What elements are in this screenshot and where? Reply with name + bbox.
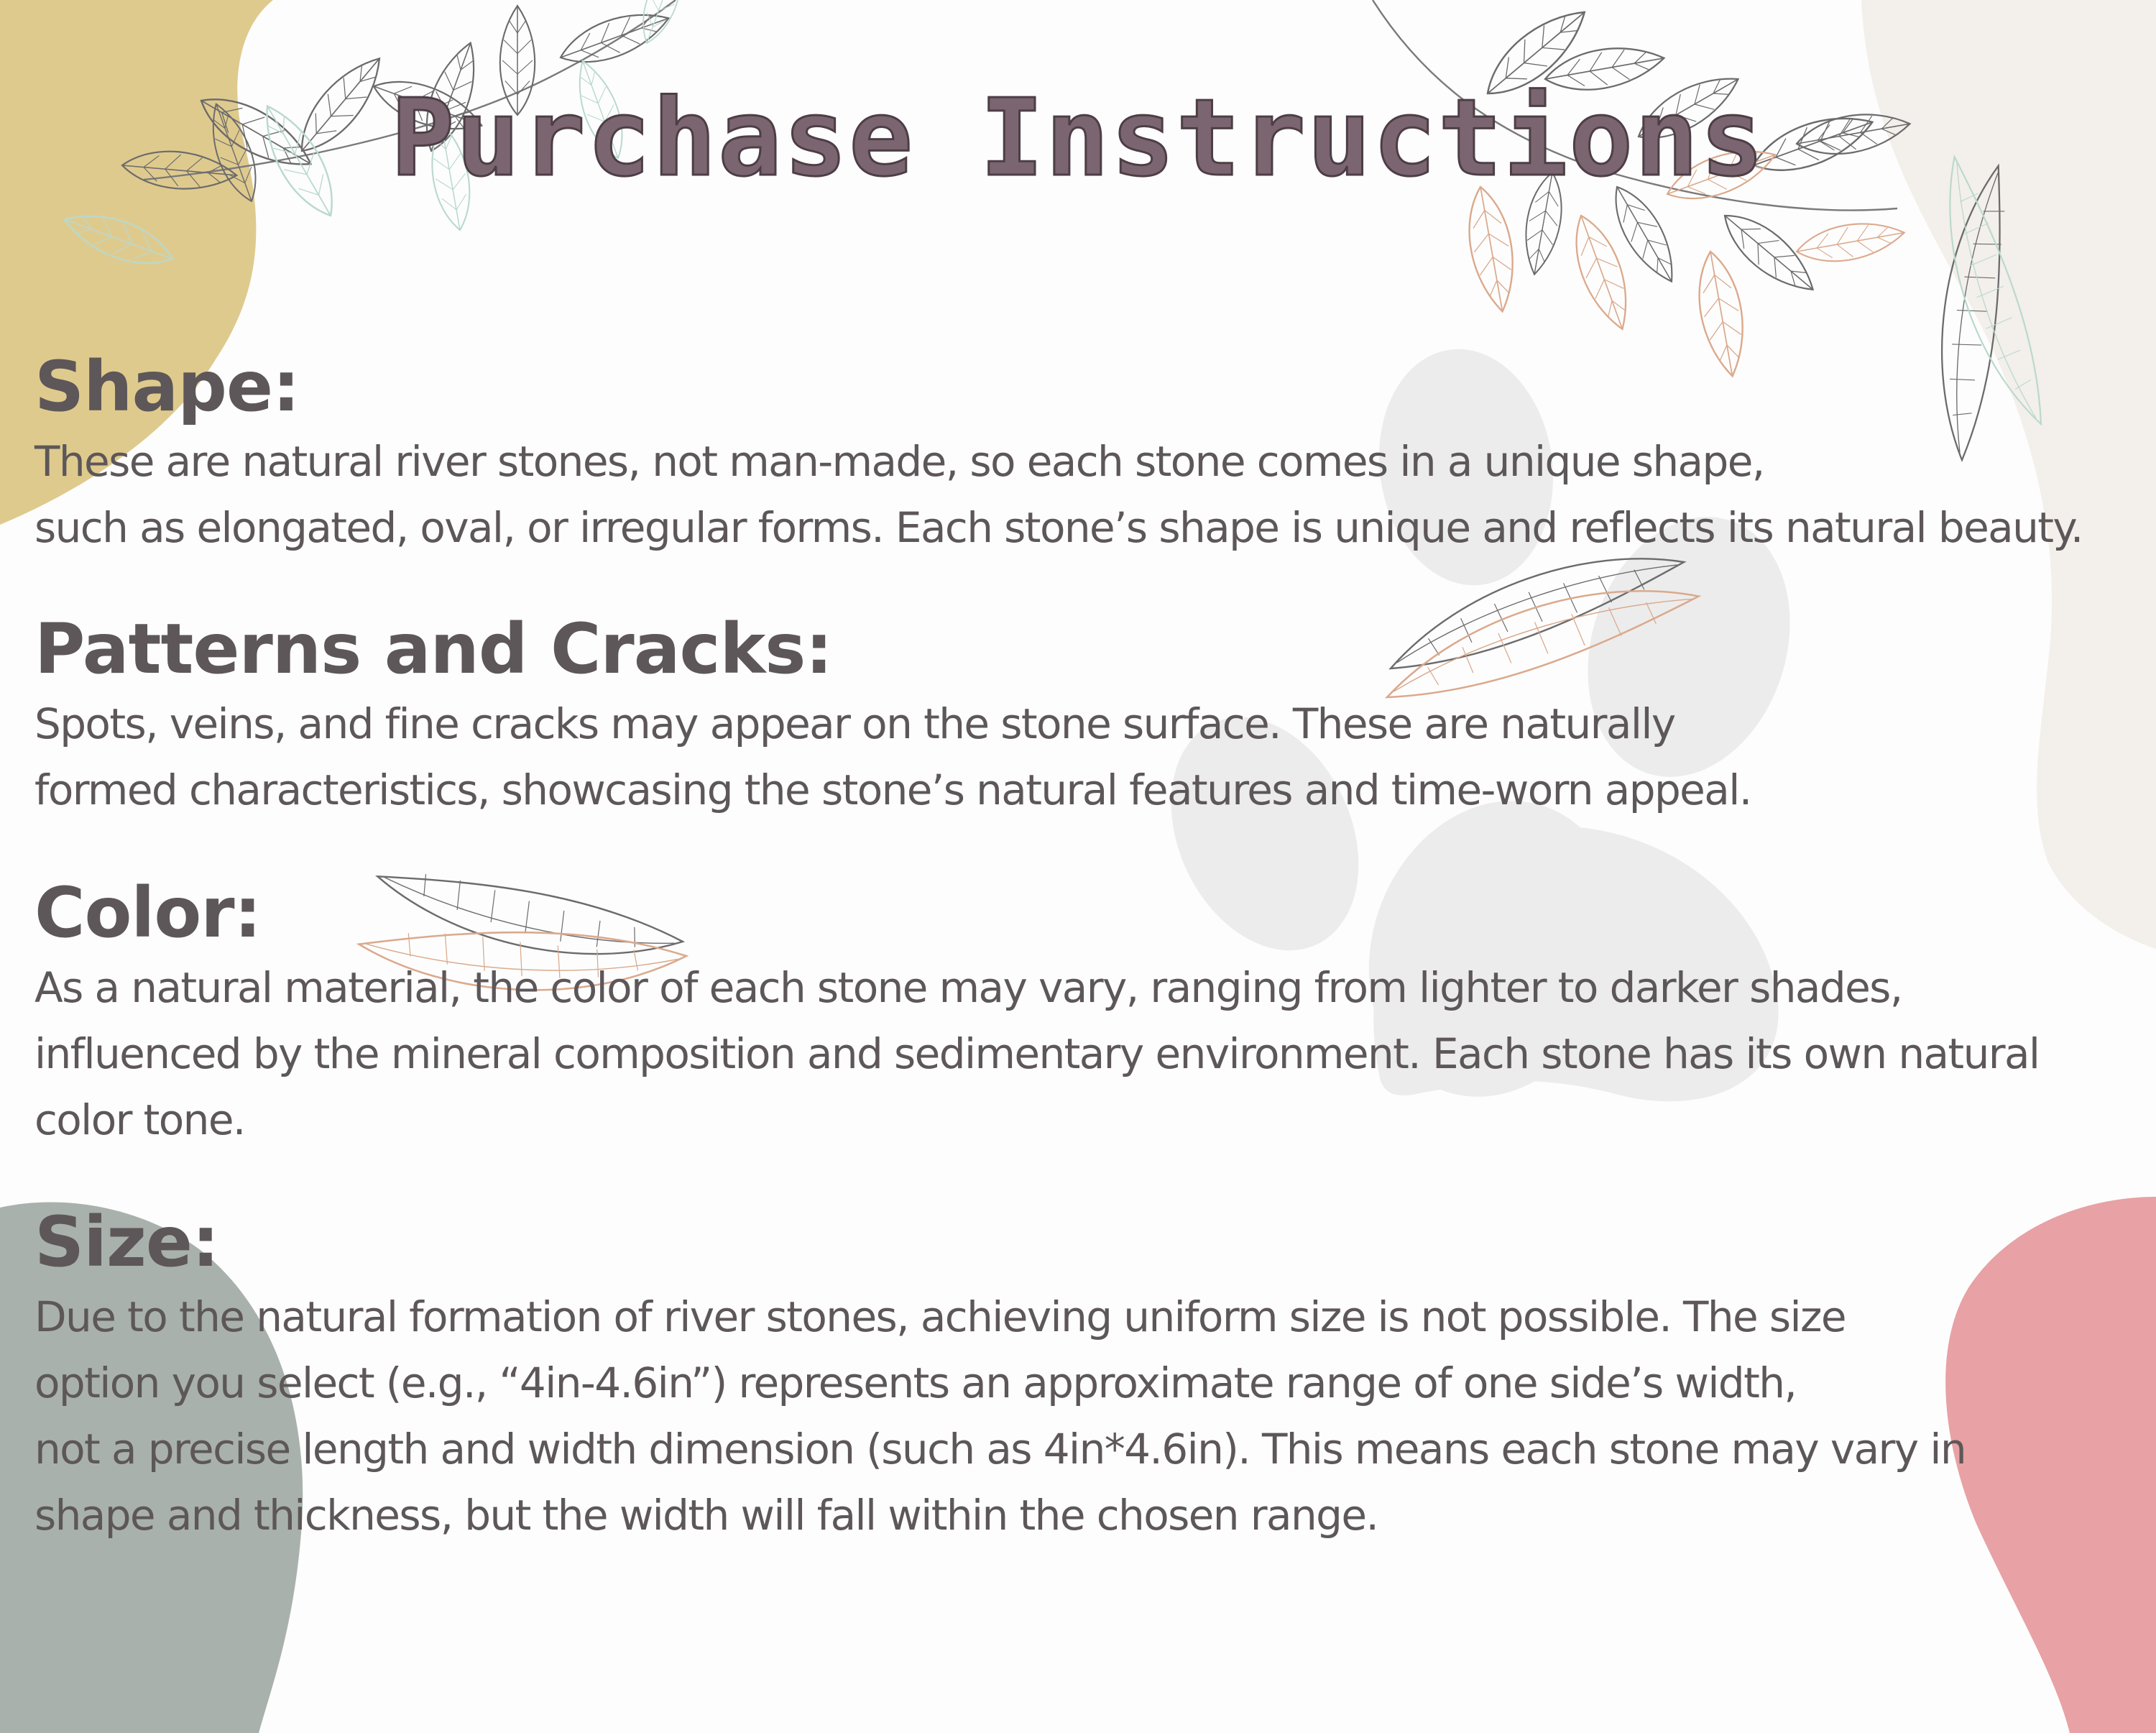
body-line: Spots, veins, and fine cracks may appear on the stone surface. These are naturally (34, 699, 1675, 748)
page-title: Purchase Instructions (390, 76, 1766, 200)
body-line: Due to the natural formation of river stones, achieving uniform size is not possible. The size (34, 1292, 1846, 1341)
section-heading: Shape: (34, 346, 300, 427)
section-body (34, 1284, 2133, 1548)
section-color (34, 873, 2133, 1153)
section-patterns-and-cracks (34, 609, 2133, 823)
section-shape (34, 346, 2133, 561)
section-body (34, 955, 2133, 1153)
section-size (34, 1202, 2133, 1548)
body-line: not a precise length and width dimension (such as 4in*4.6in). This means each stone may vary in (34, 1425, 1966, 1474)
section-body (34, 691, 2133, 823)
section-body (34, 428, 2133, 561)
body-line: These are natural river stones, not man-made, so each stone comes in a unique shape, (34, 437, 1764, 486)
body-line: option you select (e.g., “4in-4.6in”) represents an approximate range of one side’s width, (34, 1359, 1797, 1407)
body-line: As a natural material, the color of each stone may vary, ranging from lighter to darker shades, (34, 963, 1902, 1012)
section-heading: Patterns and Cracks: (34, 609, 832, 689)
body-line: formed characteristics, showcasing the stone’s natural features and time-worn appeal. (34, 766, 1751, 814)
body-line: such as elongated, oval, or irregular forms. Each stone’s shape is unique and reflects its natural beauty. (34, 503, 2083, 552)
body-line: shape and thickness, but the width will fall within the chosen range. (34, 1491, 1378, 1540)
body-line: color tone. (34, 1095, 245, 1144)
section-heading: Size: (34, 1202, 219, 1282)
section-heading: Color: (34, 873, 261, 953)
body-line: influenced by the mineral composition and sedimentary environment. Each stone has its own natural (34, 1029, 2040, 1078)
